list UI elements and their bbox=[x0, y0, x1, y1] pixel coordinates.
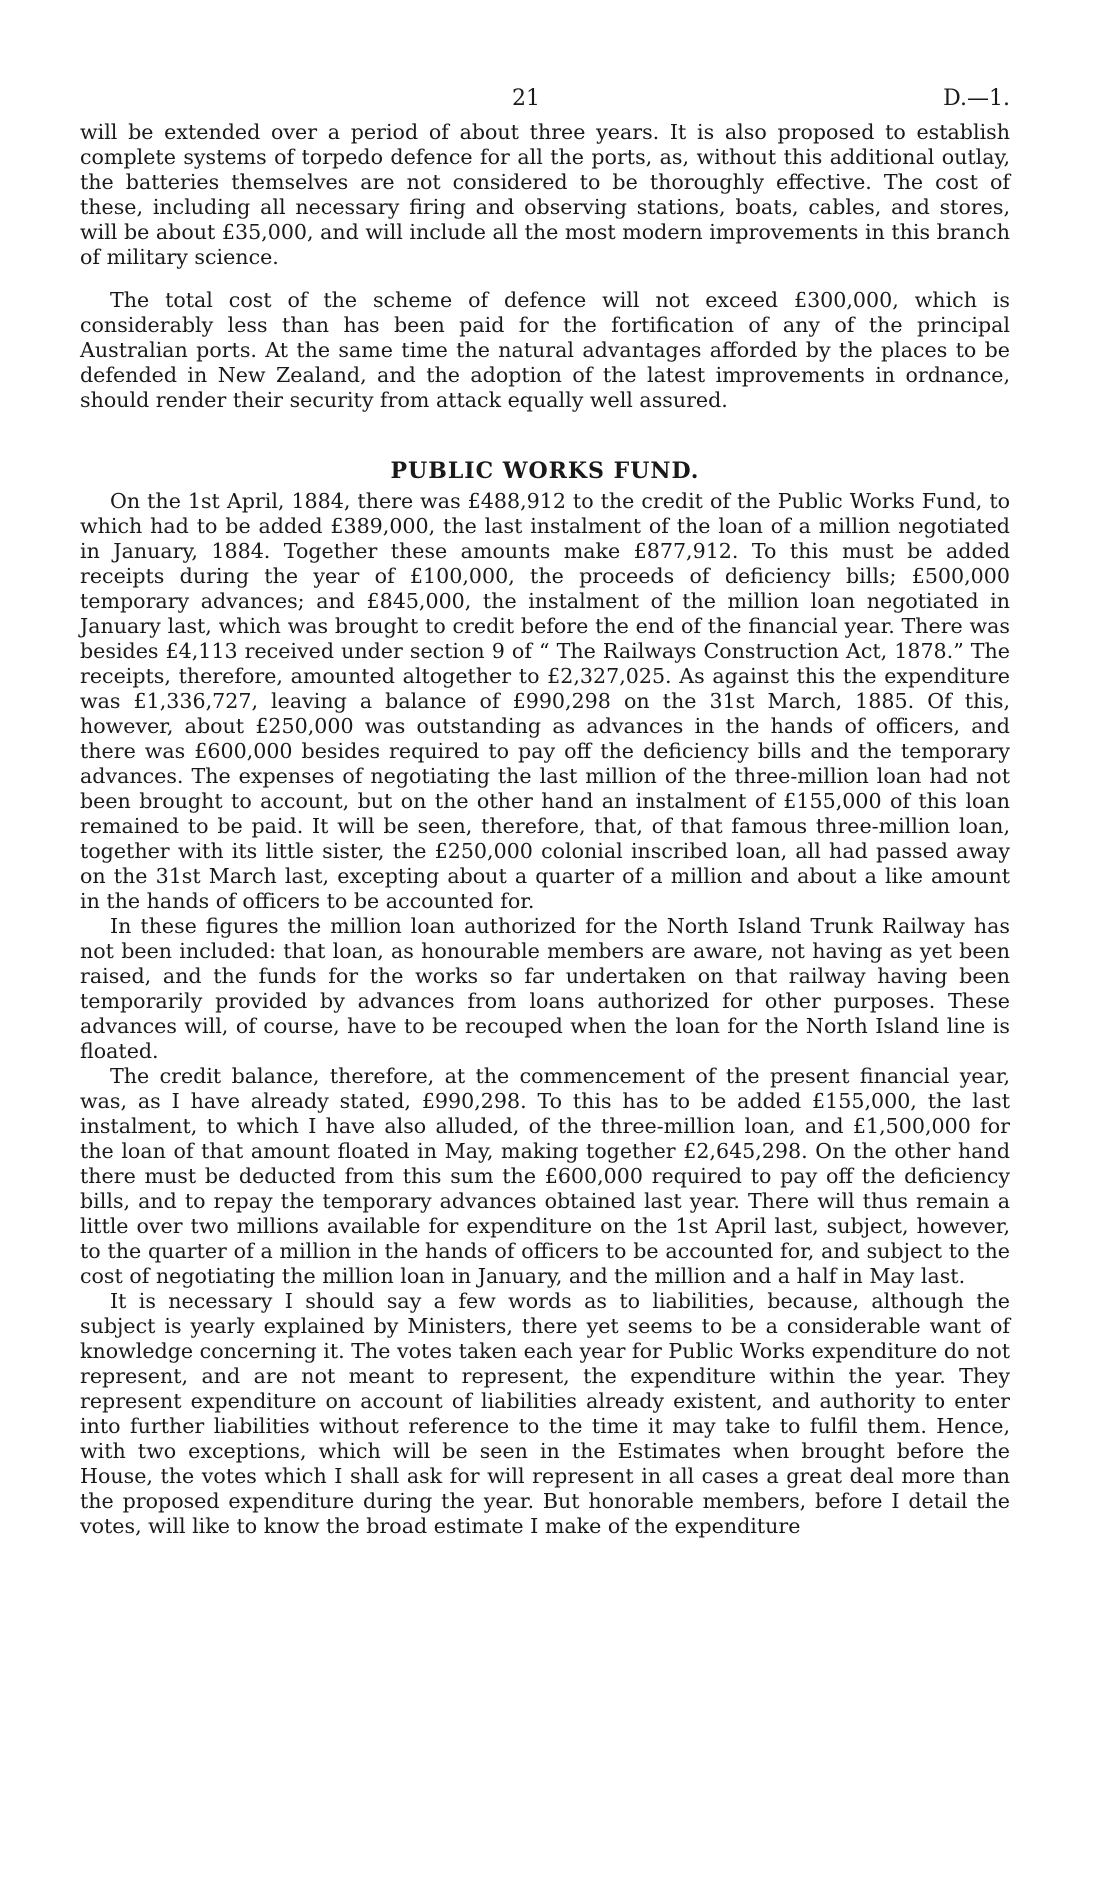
paragraph-liabilities: It is necessary I should say a few words as to liabilities, because, although the subject is yearly explained by Ministers, there yet seems to be a considerable want of knowledge concerning it. The votes taken each year for Public Works expenditure do not represent, and are not meant to represent, the expenditure within the year. They represent expenditure on account of liabilities already existent, and authority to enter into further liabilities without reference to the time it may take to fulfil them. Hence, with two exceptions, which will be seen in the Estimates when brought before the House, the votes which I shall ask for will represent in all cases a great deal more than the proposed expenditure during the year. But honorable members, before I detail the votes, will like to know the broad estimate I make of the expenditure bbox=[80, 1289, 1010, 1538]
section-heading: PUBLIC WORKS FUND. bbox=[390, 458, 700, 484]
page-number: 21 bbox=[512, 86, 540, 111]
paragraph-total-cost: The total cost of the scheme of defence will not exceed £300,000, which is considerably less than has been paid for the fortification of any of the principal Australian ports. At the same time the natural advantages afforded by the places to be defended in New Zealand, and the adoption of the latest improvements in ordnance, should render their security from attack equally well assured. bbox=[80, 288, 1010, 412]
paragraph-north-island-loan: In these figures the million loan authorized for the North Island Trunk Railway has not been included: that loan, as honourable members are aware, not having as yet been raised, and the funds for the works so far undertaken on that railway having been temporarily provided by advances from loans authorized for other purposes. These advances will, of course, have to be recouped when the loan for the North Island line is floated. bbox=[80, 914, 1010, 1063]
paragraph-torpedo-defence: will be extended over a period of about three years. It is also proposed to establish complete systems of torpedo defence for all the ports, as, without this additional outlay, the batteries themselves are not considered to be thoroughly effective. The cost of these, including all necessary firing and observing stations, boats, cables, and stores, will be about £35,000, and will include all the most modern improvements in this branch of military science. bbox=[80, 120, 1010, 269]
paragraph-public-works-fund: On the 1st April, 1884, there was £488,912 to the credit of the Public Works Fund, to which had to be added £389,000, the last instalment of the loan of a million negotiated in January, 1884. Together these amounts make £877,912. To this must be added receipts during the year of £100,000, the proceeds of deficiency bills; £500,000 temporary advances; and £845,000, the instalment of the million loan negotiated in January last, which was brought to credit before the end of the financial year. There was besides £4,113 received under section 9 of “ The Railways Construction Act, 1878.” The receipts, therefore, amounted altogether to £2,327,025. As against this the expenditure was £1,336,727, leaving a balance of £990,298 on the 31st March, 1885. Of this, however, about £250,000 was outstanding as advances in the hands of officers, and there was £600,000 besides required to pay off the deficiency bills and the temporary advances. The expenses of negotiating the last million of the three-million loan had not been brought to account, but on the other hand an instalment of £155,000 of this loan remained to be paid. It will be seen, therefore, that, of that famous three-million loan, together with its little sister, the £250,000 colonial inscribed loan, all had passed away on the 31st March last, excepting about a quarter of a million and about a like amount in the hands of officers to be accounted for. bbox=[80, 489, 1010, 913]
running-header bbox=[80, 80, 1010, 120]
document-reference: D.—1. bbox=[943, 86, 1010, 111]
document-page bbox=[80, 80, 1010, 1539]
paragraph-credit-balance: The credit balance, therefore, at the commencement of the present financial year, was, as I have already stated, £990,298. To this has to be added £155,000, the last instalment, to which I have also alluded, of the three-million loan, and £1,500,000 for the loan of that amount floated in May, making together £2,645,298. On the other hand there must be deducted from this sum the £600,000 required to pay off the deficiency bills, and to repay the temporary advances obtained last year. There will thus remain a little over two millions available for expenditure on the 1st April last, subject, however, to the quarter of a million in the hands of officers to be accounted for, and subject to the cost of negotiating the million loan in January, and the million and a half in May last. bbox=[80, 1064, 1010, 1288]
